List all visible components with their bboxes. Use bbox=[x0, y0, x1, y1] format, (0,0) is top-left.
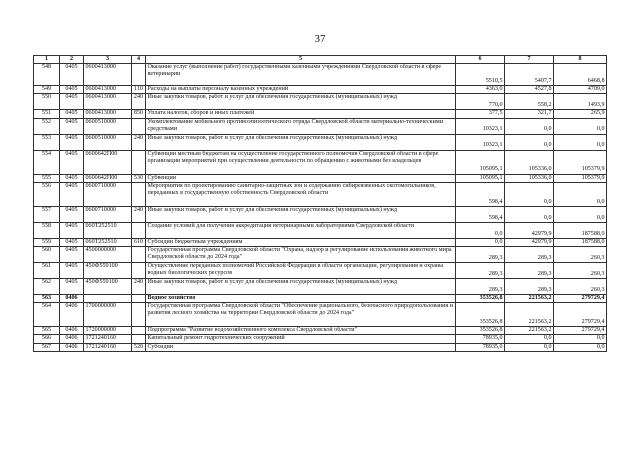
amount-col8-cell: 265,9 bbox=[554, 110, 607, 118]
amount-col6-cell: 289,3 bbox=[456, 279, 505, 295]
expense-type-cell bbox=[132, 327, 146, 335]
table-row bbox=[34, 247, 607, 263]
amount-col7-cell: 105336,0 bbox=[505, 150, 554, 174]
description-cell: Государственная программа Свердловской области "Обеспечение рационального, безопасного природопользования и развития лесного хозяйства на территории Свердловской области до 2024 года" bbox=[146, 303, 456, 327]
target-code-cell: 0600413000 bbox=[84, 110, 132, 118]
table-row bbox=[34, 279, 607, 295]
expense-type-cell bbox=[132, 335, 146, 343]
amount-col7-cell: 42979,9 bbox=[505, 238, 554, 246]
expense-type-cell bbox=[132, 118, 146, 134]
amount-col7-cell: 321,7 bbox=[505, 110, 554, 118]
section-code-cell: 0405 bbox=[60, 94, 84, 110]
amount-col7-cell: 0,0 bbox=[505, 343, 554, 351]
row-number-cell: 548 bbox=[34, 64, 60, 86]
table-row bbox=[34, 94, 607, 110]
target-code-cell: 0600710000 bbox=[84, 206, 132, 222]
description-cell: Субвенции местным бюджетам на осуществление государственного полномочия Свердловской области в сфере организации мероприятий при осуществлении деятельности по обращению с животными без владельцев bbox=[146, 150, 456, 174]
amount-col7-cell: 5407,7 bbox=[505, 64, 554, 86]
row-number-cell: 559 bbox=[34, 238, 60, 246]
description-cell: Иные закупки товаров, работ и услуг для обеспечения государственных (муниципальных) нужд bbox=[146, 134, 456, 150]
table-row bbox=[34, 64, 607, 86]
expense-type-cell bbox=[132, 222, 146, 238]
amount-col7-cell: 0,0 bbox=[505, 118, 554, 134]
table-row bbox=[34, 150, 607, 174]
row-number-cell: 549 bbox=[34, 86, 60, 94]
target-code-cell: 4500000000 bbox=[84, 247, 132, 263]
amount-col7-cell: 0,0 bbox=[505, 182, 554, 206]
amount-col8-cell: 105379,9 bbox=[554, 174, 607, 182]
section-code-cell: 0405 bbox=[60, 279, 84, 295]
amount-col6-cell: 289,3 bbox=[456, 263, 505, 279]
amount-col6-cell: 770,0 bbox=[456, 94, 505, 110]
expense-type-cell bbox=[132, 303, 146, 327]
expense-type-cell: 240 bbox=[132, 279, 146, 295]
section-code-cell: 0406 bbox=[60, 303, 84, 327]
section-code-cell: 0405 bbox=[60, 174, 84, 182]
amount-col6-cell: 78935,0 bbox=[456, 335, 505, 343]
description-cell: Иные закупки товаров, работ и услуг для обеспечения государственных (муниципальных) нужд bbox=[146, 279, 456, 295]
target-code-cell bbox=[84, 295, 132, 303]
amount-col7-cell: 558,2 bbox=[505, 94, 554, 110]
section-code-cell: 0405 bbox=[60, 263, 84, 279]
amount-col8-cell: 260,3 bbox=[554, 263, 607, 279]
amount-col6-cell: 10323,1 bbox=[456, 118, 505, 134]
target-code-cell: 0600642П00 bbox=[84, 150, 132, 174]
description-cell: Создание условий для получения аккредитации ветеринарными лабораториями Свердловской области bbox=[146, 222, 456, 238]
section-code-cell: 0406 bbox=[60, 343, 84, 351]
row-number-cell: 560 bbox=[34, 247, 60, 263]
row-number-cell: 565 bbox=[34, 327, 60, 335]
table-row bbox=[34, 238, 607, 246]
target-code-cell: 0600510000 bbox=[84, 134, 132, 150]
amount-col7-cell: 0,0 bbox=[505, 335, 554, 343]
target-code-cell: 0600710000 bbox=[84, 182, 132, 206]
column-header: 5 bbox=[146, 56, 456, 64]
amount-col8-cell: 279729,4 bbox=[554, 303, 607, 327]
expense-type-cell bbox=[132, 150, 146, 174]
table-row bbox=[34, 174, 607, 182]
amount-col7-cell: 289,3 bbox=[505, 247, 554, 263]
table-row bbox=[34, 327, 607, 335]
budget-table bbox=[33, 55, 607, 352]
expense-type-cell bbox=[132, 263, 146, 279]
target-code-cell: 450Ф559100 bbox=[84, 263, 132, 279]
expense-type-cell: 240 bbox=[132, 94, 146, 110]
table-row bbox=[34, 134, 607, 150]
section-code-cell: 0405 bbox=[60, 206, 84, 222]
table-header-row bbox=[34, 56, 607, 64]
row-number-cell: 552 bbox=[34, 118, 60, 134]
section-code-cell: 0405 bbox=[60, 182, 84, 206]
amount-col6-cell: 0,0 bbox=[456, 238, 505, 246]
column-header: 3 bbox=[84, 56, 132, 64]
amount-col7-cell: 0,0 bbox=[505, 134, 554, 150]
row-number-cell: 566 bbox=[34, 335, 60, 343]
amount-col7-cell: 221563,2 bbox=[505, 303, 554, 327]
amount-col8-cell: 105379,9 bbox=[554, 150, 607, 174]
description-cell: Расходы на выплаты персоналу казенных учреждений bbox=[146, 86, 456, 94]
amount-col8-cell: 0,0 bbox=[554, 134, 607, 150]
description-cell: Иные закупки товаров, работ и услуг для обеспечения государственных (муниципальных) нужд bbox=[146, 94, 456, 110]
expense-type-cell bbox=[132, 64, 146, 86]
section-code-cell: 0406 bbox=[60, 327, 84, 335]
section-code-cell: 0405 bbox=[60, 247, 84, 263]
expense-type-cell: 850 bbox=[132, 110, 146, 118]
expense-type-cell: 110 bbox=[132, 86, 146, 94]
amount-col6-cell: 0,0 bbox=[456, 222, 505, 238]
table-row bbox=[34, 303, 607, 327]
amount-col8-cell: 0,0 bbox=[554, 343, 607, 351]
description-cell: Водное хозяйство bbox=[146, 295, 456, 303]
section-code-cell: 0405 bbox=[60, 110, 84, 118]
amount-col7-cell: 4527,8 bbox=[505, 86, 554, 94]
expense-type-cell bbox=[132, 247, 146, 263]
target-code-cell: 0600413000 bbox=[84, 86, 132, 94]
amount-col6-cell: 4363,0 bbox=[456, 86, 505, 94]
target-code-cell: 0600642П00 bbox=[84, 174, 132, 182]
row-number-cell: 567 bbox=[34, 343, 60, 351]
description-cell: Капитальный ремонт гидротехнических сооружений bbox=[146, 335, 456, 343]
row-number-cell: 553 bbox=[34, 134, 60, 150]
amount-col7-cell: 221563,2 bbox=[505, 327, 554, 335]
column-header: 4 bbox=[132, 56, 146, 64]
table-row bbox=[34, 335, 607, 343]
description-cell: Иные закупки товаров, работ и услуг для обеспечения государственных (муниципальных) нужд bbox=[146, 206, 456, 222]
target-code-cell: 1700000000 bbox=[84, 303, 132, 327]
amount-col8-cell: 260,3 bbox=[554, 247, 607, 263]
section-code-cell: 0405 bbox=[60, 238, 84, 246]
table-row bbox=[34, 222, 607, 238]
amount-col7-cell: 289,3 bbox=[505, 263, 554, 279]
row-number-cell: 561 bbox=[34, 263, 60, 279]
table-row bbox=[34, 295, 607, 303]
description-cell: Мероприятия по проектированию санитарно-защитных зон и содержанию сибиреязвенных скотомогильников, переданных в государственную собственность Свердловской области bbox=[146, 182, 456, 206]
amount-col6-cell: 105095,1 bbox=[456, 174, 505, 182]
section-code-cell: 0405 bbox=[60, 134, 84, 150]
row-number-cell: 557 bbox=[34, 206, 60, 222]
target-code-cell: 1720000000 bbox=[84, 327, 132, 335]
amount-col8-cell: 6468,8 bbox=[554, 64, 607, 86]
amount-col6-cell: 5510,5 bbox=[456, 64, 505, 86]
column-header: 8 bbox=[554, 56, 607, 64]
amount-col6-cell: 377,5 bbox=[456, 110, 505, 118]
amount-col7-cell: 105336,0 bbox=[505, 174, 554, 182]
row-number-cell: 558 bbox=[34, 222, 60, 238]
table-row bbox=[34, 86, 607, 94]
amount-col7-cell: 42979,9 bbox=[505, 222, 554, 238]
expense-type-cell bbox=[132, 182, 146, 206]
table-row bbox=[34, 263, 607, 279]
page-number: 37 bbox=[314, 33, 326, 45]
target-code-cell: 0600413000 bbox=[84, 64, 132, 86]
amount-col6-cell: 598,4 bbox=[456, 182, 505, 206]
description-cell: Осуществление переданных полномочий Российской Федерации в области организации, регулирования и охраны водных биологических ресурсов bbox=[146, 263, 456, 279]
amount-col6-cell: 353526,8 bbox=[456, 295, 505, 303]
amount-col7-cell: 0,0 bbox=[505, 206, 554, 222]
row-number-cell: 564 bbox=[34, 303, 60, 327]
table-row bbox=[34, 110, 607, 118]
section-code-cell: 0406 bbox=[60, 335, 84, 343]
section-code-cell: 0405 bbox=[60, 64, 84, 86]
amount-col6-cell: 105095,1 bbox=[456, 150, 505, 174]
amount-col6-cell: 353526,8 bbox=[456, 303, 505, 327]
description-cell: Субсидии бюджетным учреждениям bbox=[146, 238, 456, 246]
row-number-cell: 555 bbox=[34, 174, 60, 182]
section-code-cell: 0405 bbox=[60, 150, 84, 174]
amount-col8-cell: 0,0 bbox=[554, 335, 607, 343]
target-code-cell: 060Т252510 bbox=[84, 238, 132, 246]
description-cell: Подпрограмма "Развитие водохозяйственного комплекса Свердловской области" bbox=[146, 327, 456, 335]
table-row bbox=[34, 206, 607, 222]
section-code-cell: 0405 bbox=[60, 118, 84, 134]
expense-type-cell: 610 bbox=[132, 238, 146, 246]
amount-col6-cell: 78935,0 bbox=[456, 343, 505, 351]
expense-type-cell bbox=[132, 295, 146, 303]
expense-type-cell: 530 bbox=[132, 174, 146, 182]
amount-col6-cell: 289,3 bbox=[456, 247, 505, 263]
row-number-cell: 556 bbox=[34, 182, 60, 206]
description-cell: Уплата налогов, сборов и иных платежей bbox=[146, 110, 456, 118]
description-cell: Укомплектование мобильного противоэпизоотического отряда Свердловской области материально-техническими средствами bbox=[146, 118, 456, 134]
row-number-cell: 550 bbox=[34, 94, 60, 110]
amount-col8-cell: 0,0 bbox=[554, 118, 607, 134]
amount-col8-cell: 4709,0 bbox=[554, 86, 607, 94]
description-cell: Субсидии bbox=[146, 343, 456, 351]
table-row bbox=[34, 343, 607, 351]
amount-col7-cell: 221563,2 bbox=[505, 295, 554, 303]
amount-col8-cell: 0,0 bbox=[554, 206, 607, 222]
description-cell: Субвенции bbox=[146, 174, 456, 182]
row-number-cell: 554 bbox=[34, 150, 60, 174]
target-code-cell: 1721240160 bbox=[84, 335, 132, 343]
amount-col8-cell: 279729,4 bbox=[554, 327, 607, 335]
section-code-cell: 0405 bbox=[60, 222, 84, 238]
column-header: 1 bbox=[34, 56, 60, 64]
target-code-cell: 060Т252510 bbox=[84, 222, 132, 238]
amount-col6-cell: 10323,1 bbox=[456, 134, 505, 150]
amount-col6-cell: 598,4 bbox=[456, 206, 505, 222]
target-code-cell: 0600413000 bbox=[84, 94, 132, 110]
expense-type-cell: 520 bbox=[132, 343, 146, 351]
section-code-cell: 0405 bbox=[60, 86, 84, 94]
amount-col8-cell: 1493,9 bbox=[554, 94, 607, 110]
table-row bbox=[34, 118, 607, 134]
target-code-cell: 450Ф559100 bbox=[84, 279, 132, 295]
expense-type-cell: 240 bbox=[132, 206, 146, 222]
description-cell: Оказание услуг (выполнение работ) государственными казенными учреждениями Свердловской области в сфере ветеринарии bbox=[146, 64, 456, 86]
section-code-cell: 0406 bbox=[60, 295, 84, 303]
table-row bbox=[34, 182, 607, 206]
expense-type-cell: 240 bbox=[132, 134, 146, 150]
amount-col8-cell: 187588,0 bbox=[554, 222, 607, 238]
target-code-cell: 0600510000 bbox=[84, 118, 132, 134]
row-number-cell: 563 bbox=[34, 295, 60, 303]
amount-col6-cell: 353526,8 bbox=[456, 327, 505, 335]
row-number-cell: 551 bbox=[34, 110, 60, 118]
column-header: 2 bbox=[60, 56, 84, 64]
amount-col8-cell: 260,3 bbox=[554, 279, 607, 295]
amount-col8-cell: 0,0 bbox=[554, 182, 607, 206]
target-code-cell: 1721240160 bbox=[84, 343, 132, 351]
column-header: 7 bbox=[505, 56, 554, 64]
description-cell: Государственная программа Свердловской области "Охрана, надзор и регулирование использования животного мира Свердловской области до 2024 года" bbox=[146, 247, 456, 263]
amount-col7-cell: 289,3 bbox=[505, 279, 554, 295]
amount-col8-cell: 279729,4 bbox=[554, 295, 607, 303]
amount-col8-cell: 187588,0 bbox=[554, 238, 607, 246]
column-header: 6 bbox=[456, 56, 505, 64]
row-number-cell: 562 bbox=[34, 279, 60, 295]
